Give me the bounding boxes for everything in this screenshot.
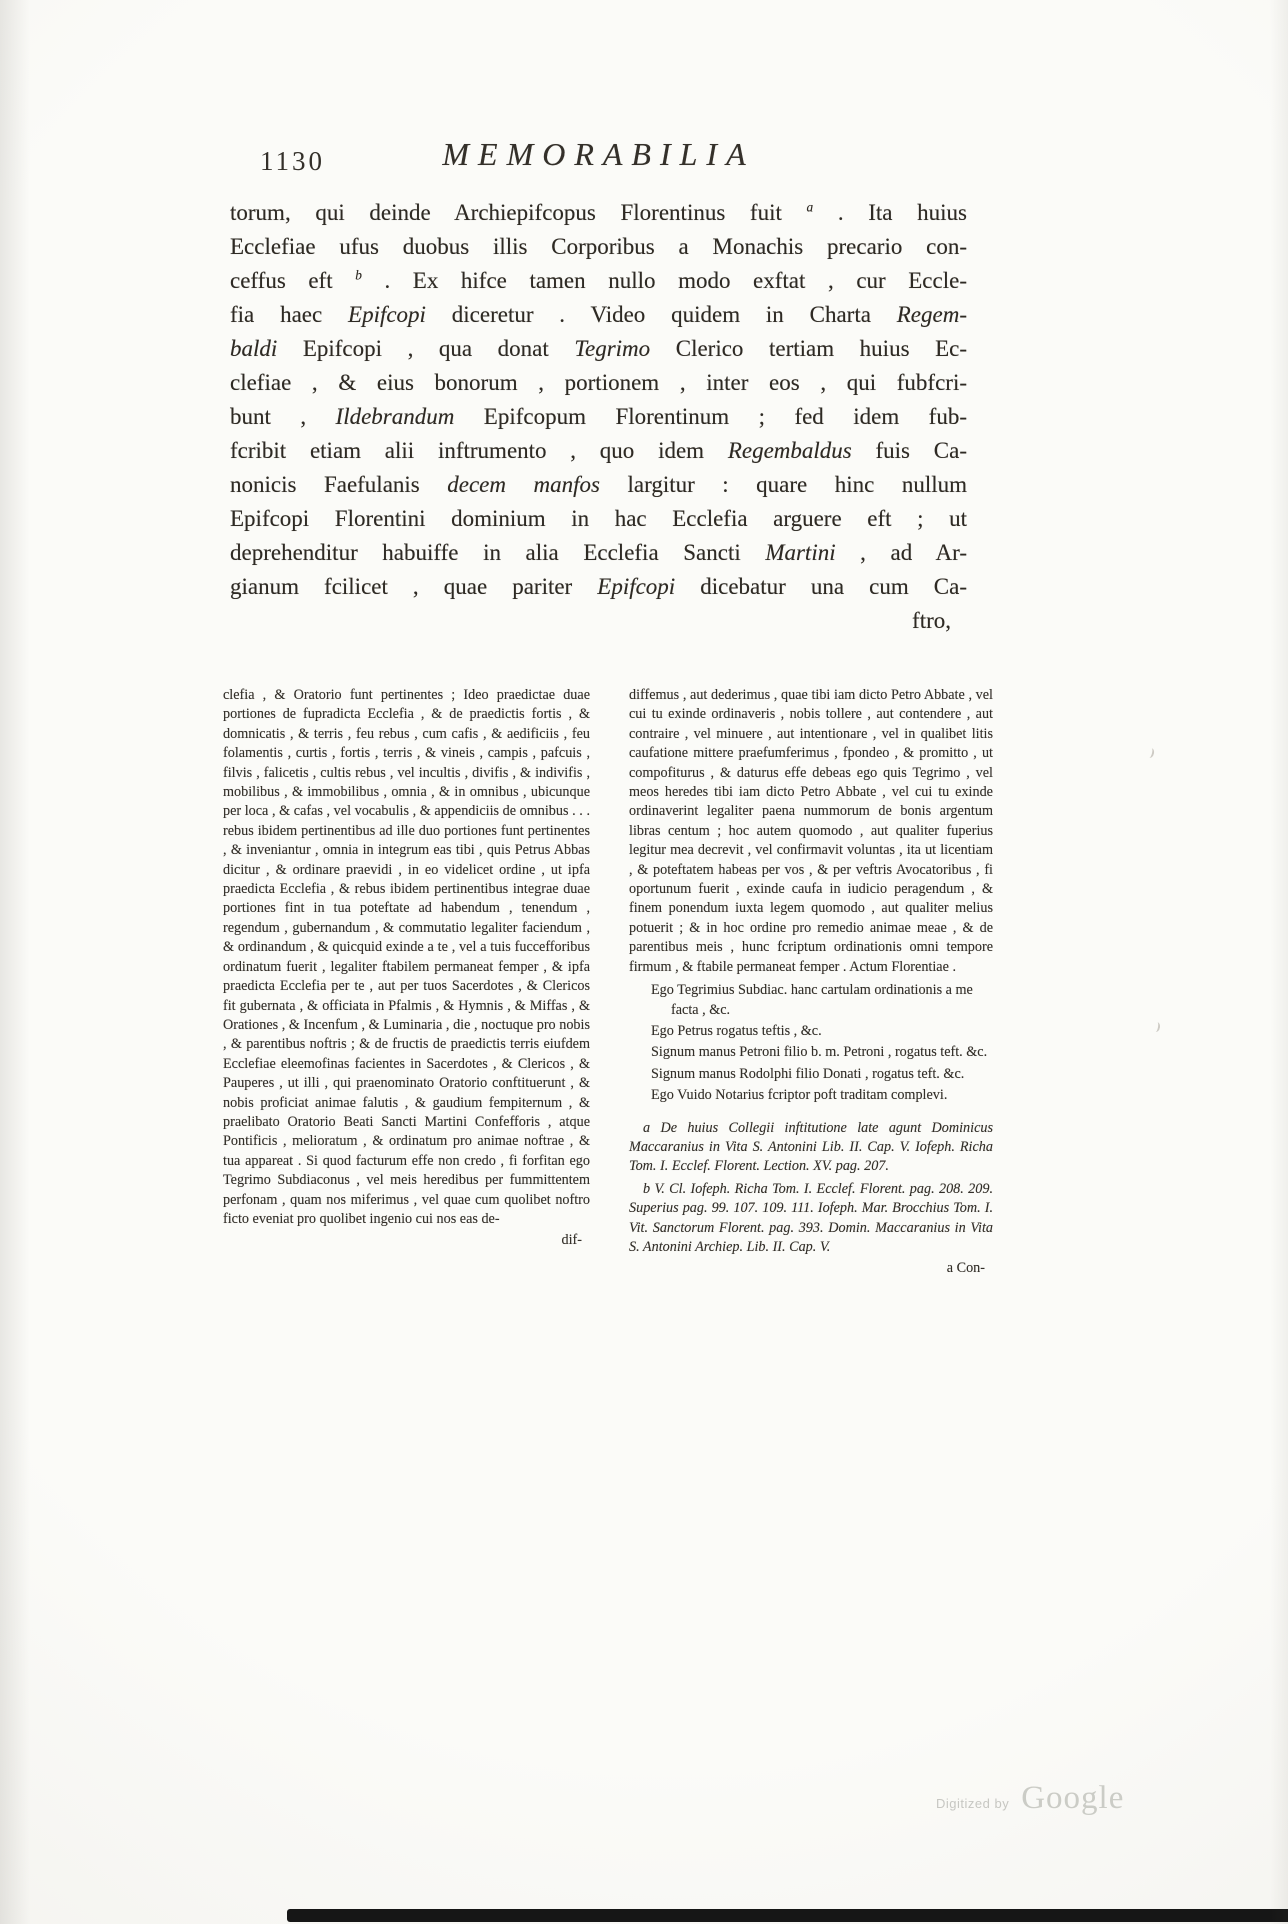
text-run: Regembaldus [727, 438, 852, 463]
text-run: Epifcopi [597, 574, 676, 599]
text-run: Regem- [896, 302, 967, 327]
text-line [230, 570, 967, 604]
watermark [936, 1780, 1124, 1817]
text-run: , ad Ar- [835, 540, 967, 565]
scan-artifact [1146, 747, 1155, 758]
text-line [230, 196, 967, 230]
text-line [230, 332, 967, 366]
text-run: gianum fcilicet , quae pariter [230, 574, 598, 599]
text-run: Martini [765, 540, 836, 565]
text-run: Epifcopum Florentinum ; fed idem fub- [454, 404, 968, 429]
witness-line: Ego Petrus rogatus teftis , &c. [651, 1022, 822, 1039]
text-run: fuis Ca- [851, 438, 967, 463]
text-run: Epifcopi , qua donat [277, 336, 575, 361]
text-run: b [355, 267, 362, 283]
left-column-catchword: dif- [561, 1232, 582, 1249]
text-run: clefiae , & eius bonorum , portionem , inter eos , qui fubfcri- [230, 370, 967, 395]
text-run: Epifcopi Florentini dominium in hac Ecclefia arguere eft ; ut [230, 506, 967, 531]
main-text-block [230, 196, 967, 638]
text-run: nonicis Faefulanis [230, 472, 448, 497]
text-run: torum, qui deinde Archiepifcopus Florentinus fuit [230, 200, 807, 225]
text-line [230, 264, 967, 298]
witness-line: Ego Tegrimius Subdiac. hanc cartulam ordinationis a me facta , &c. [651, 982, 973, 1018]
left-column [223, 686, 590, 1251]
text-run: bunt , [230, 404, 336, 429]
text-line [230, 366, 967, 400]
text-run: Tegrimo [574, 336, 651, 361]
witness-line: Signum manus Petroni filio b. m. Petroni , rogatus teft. &c. [651, 1044, 988, 1061]
main-paragraph [230, 196, 967, 604]
text-run: Clerico tertiam huius Ec- [650, 336, 967, 361]
left-column-text: clefia , & Oratorio funt pertinentes ; Ideo praedictae duae portiones de fupradicta Ecclefia , & de praedictis fortis , & domnicatis , & terris , feu rebus , cum cafis , & aedificiis , feu folamentis , curtis , fortis , terris , & vineis , campis , pafcuis , filvis , falicetis , cultis rebus , vel incultis , divifis , & indivifis , mobilibus , & immobilibus , omnia , & in omnibus , ubicunque per loca , & cafas , vel vocabulis , & appendiciis de omnibus . . . rebus ibidem pertinentibus ad ille duo portiones funt pertinentes , & inveniantur , omnia in integrum eas tibi , quis Petrus Abbas dicitur , & ordinare praevidi , in eo videlicet ordine , ut ipfa praedicta Ecclefia , & rebus ibidem pertinentibus integrae duae portiones fint in tua poteftate ad habendum , tenendum , regendum , gubernandum , & commutatio legaliter faciendum , & ordinandum , & quicquid exinde a te , vel a tuis fuccefforibus ordinatum fuerit , legaliter ftabilem permaneat femper , & ipfa praedicta Ecclefia per te , aut per tuos Sacerdotes , & Clericos fit gubernata , & officiata in Pfalmis , & Hymnis , & Miffas , & Orationes , & Incenfum , & Luminaria , die , noctuque pro nobis , & parentibus noftris ; & de fructis de praedictis terris eiufdem Ecclefiae eleemofinas facientes in Sacerdotes , & Clericos , & Pauperes , ut illi , qui praenominato Oratorio conftituerunt , & nobis proficiat animae falutis , & gaudium fempiternum , & praelibato Oratorio Beati Sancti Martini Confefforis , atque Pontificis , melioratum , & ordinatum pro animae noftrae , & tua appareat . Si quod facturum effe non credo , fi forfitan ego Tegrimo Subdiaconus , vel meis heredibus per fummittentem perfonam , quam nos miferimus , vel quae cum quolibet noftro ficto eveniat pro quolibet ingenio cui nos eas de- [223, 687, 590, 1227]
text-run: fia haec [230, 302, 349, 327]
right-column-paragraph: diffemus , aut dederimus , quae tibi iam dicto Petro Abbate , vel cui tu exinde ordinaveris , nobis tollere , aut contendere , aut contraire , vel minuere , aut intentionare , vel in qualibet litis caufatione mittere praefumferimus , fpondeo , & promitto , ut compofiturus , & daturus effe debeas ego quis Tegrimo , vel meos heredes tibi iam dicto Petro Abbate , vel cui tu exinde ordinaverint legaliter paena nummorum de bonis argentum libras centum ; hoc autem quomodo , aut qualiter fuperius legitur mea decrevit , vel confirmavit voluntas , ita ut licentiam , & poteftatem habeas per vos , & per veftris Avocatoribus , fi oportunum fuerit , exinde caufa in iudicio peragendum , & finem ponendum iuxta legem quomodo , aut qualiter melius potuerit ; & in hoc ordine pro remedio animae meae , & de parentibus meis , hunc fcriptum ordinationis omni tempore firmum , & ftabile permaneat femper . Actum Florentiae . [629, 687, 993, 975]
google-wordmark: Google [1021, 1780, 1125, 1816]
text-run: Ecclefiae ufus duobus illis Corporibus a Monachis precario con- [230, 234, 967, 259]
main-catchword: ftro, [912, 608, 951, 633]
text-run: Ildebrandum [335, 404, 455, 429]
text-line [230, 400, 967, 434]
text-run: . Ex hifce tamen nullo modo exftat , cur Eccle- [361, 268, 967, 293]
text-run: deprehenditur habuiffe in alia Ecclefia Sancti [230, 540, 766, 565]
text-run: dicebatur una cum Ca- [675, 574, 967, 599]
running-title: MEMORABILIA [442, 136, 755, 172]
scan-bottom-bar [287, 1909, 1288, 1922]
footnote-list [629, 1119, 993, 1258]
text-line [230, 298, 967, 332]
text-line [230, 536, 967, 570]
text-run: diceretur . Video quidem in Charta [425, 302, 897, 327]
text-line [230, 468, 967, 502]
witness-line: Signum manus Rodolphi filio Donati , rogatus teft. &c. [651, 1065, 965, 1082]
text-run: largitur : quare hinc nullum [599, 472, 968, 497]
text-run: baldi [230, 336, 278, 361]
text-run: fcribit etiam alii inftrumento , quo idem [230, 438, 728, 463]
scan-artifact [1152, 1021, 1161, 1032]
text-run: . Ita huius [813, 200, 967, 225]
text-run: decem manfos [447, 472, 600, 497]
witness-list [629, 981, 993, 1105]
text-run: Epifcopi [348, 302, 426, 327]
text-line [230, 434, 967, 468]
right-column-catchword: a Con- [946, 1260, 985, 1277]
page-number: 1130 [260, 146, 325, 176]
text-line [230, 502, 967, 536]
text-run: a [806, 199, 814, 215]
footnote-item: b V. Cl. Iofeph. Richa Tom. I. Ecclef. Florent. pag. 208. 209. Superius pag. 99. 107. 109. 111. Iofeph. Mar. Brocchius Tom. I. Vit. Sanctorum Florent. pag. 393. Domin. Maccaranius in Vita S. Antonini Archiep. Lib. II. Cap. V. [629, 1180, 993, 1255]
text-run: ceffus eft [230, 268, 356, 293]
digitized-by-label: Digitized by [936, 1796, 1010, 1811]
right-column [629, 686, 993, 1279]
witness-line: Ego Vuido Notarius fcriptor poft traditam complevi. [651, 1087, 948, 1104]
footnote-item: a De huius Collegii inftitutione late agunt Dominicus Maccaranius in Vita S. Antonini Lib. II. Cap. V. Iofeph. Richa Tom. I. Ecclef. Florent. Lection. XV. pag. 207. [629, 1119, 993, 1175]
text-line [230, 230, 967, 264]
